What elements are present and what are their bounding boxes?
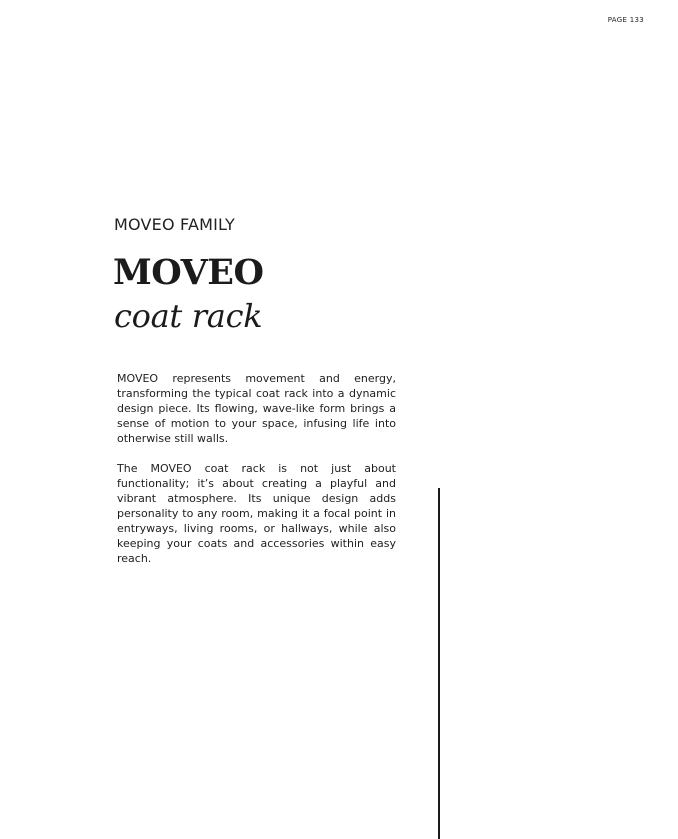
vertical-divider [438, 488, 440, 839]
product-family-label: MOVEO FAMILY [114, 215, 236, 234]
description-paragraph-2: The MOVEO coat rack is not just about functionality; it’s about creating a playful and vibrant atmosphere. Its unique design adds personality to any room, making it a focal point in entryways, living rooms, or hallways, while also keeping your coats and accessories within easy reach. [117, 462, 396, 565]
description-paragraph-1: MOVEO represents movement and energy, transforming the typical coat rack into a dynamic design piece. Its flowing, wave-like form brings a sense of motion to your space, infusing life into otherwise still walls. [117, 372, 396, 445]
product-description [117, 371, 396, 581]
product-subtitle: coat rack [114, 297, 263, 335]
page-number: PAGE 133 [607, 16, 644, 24]
product-title: MOVEO [113, 252, 264, 293]
